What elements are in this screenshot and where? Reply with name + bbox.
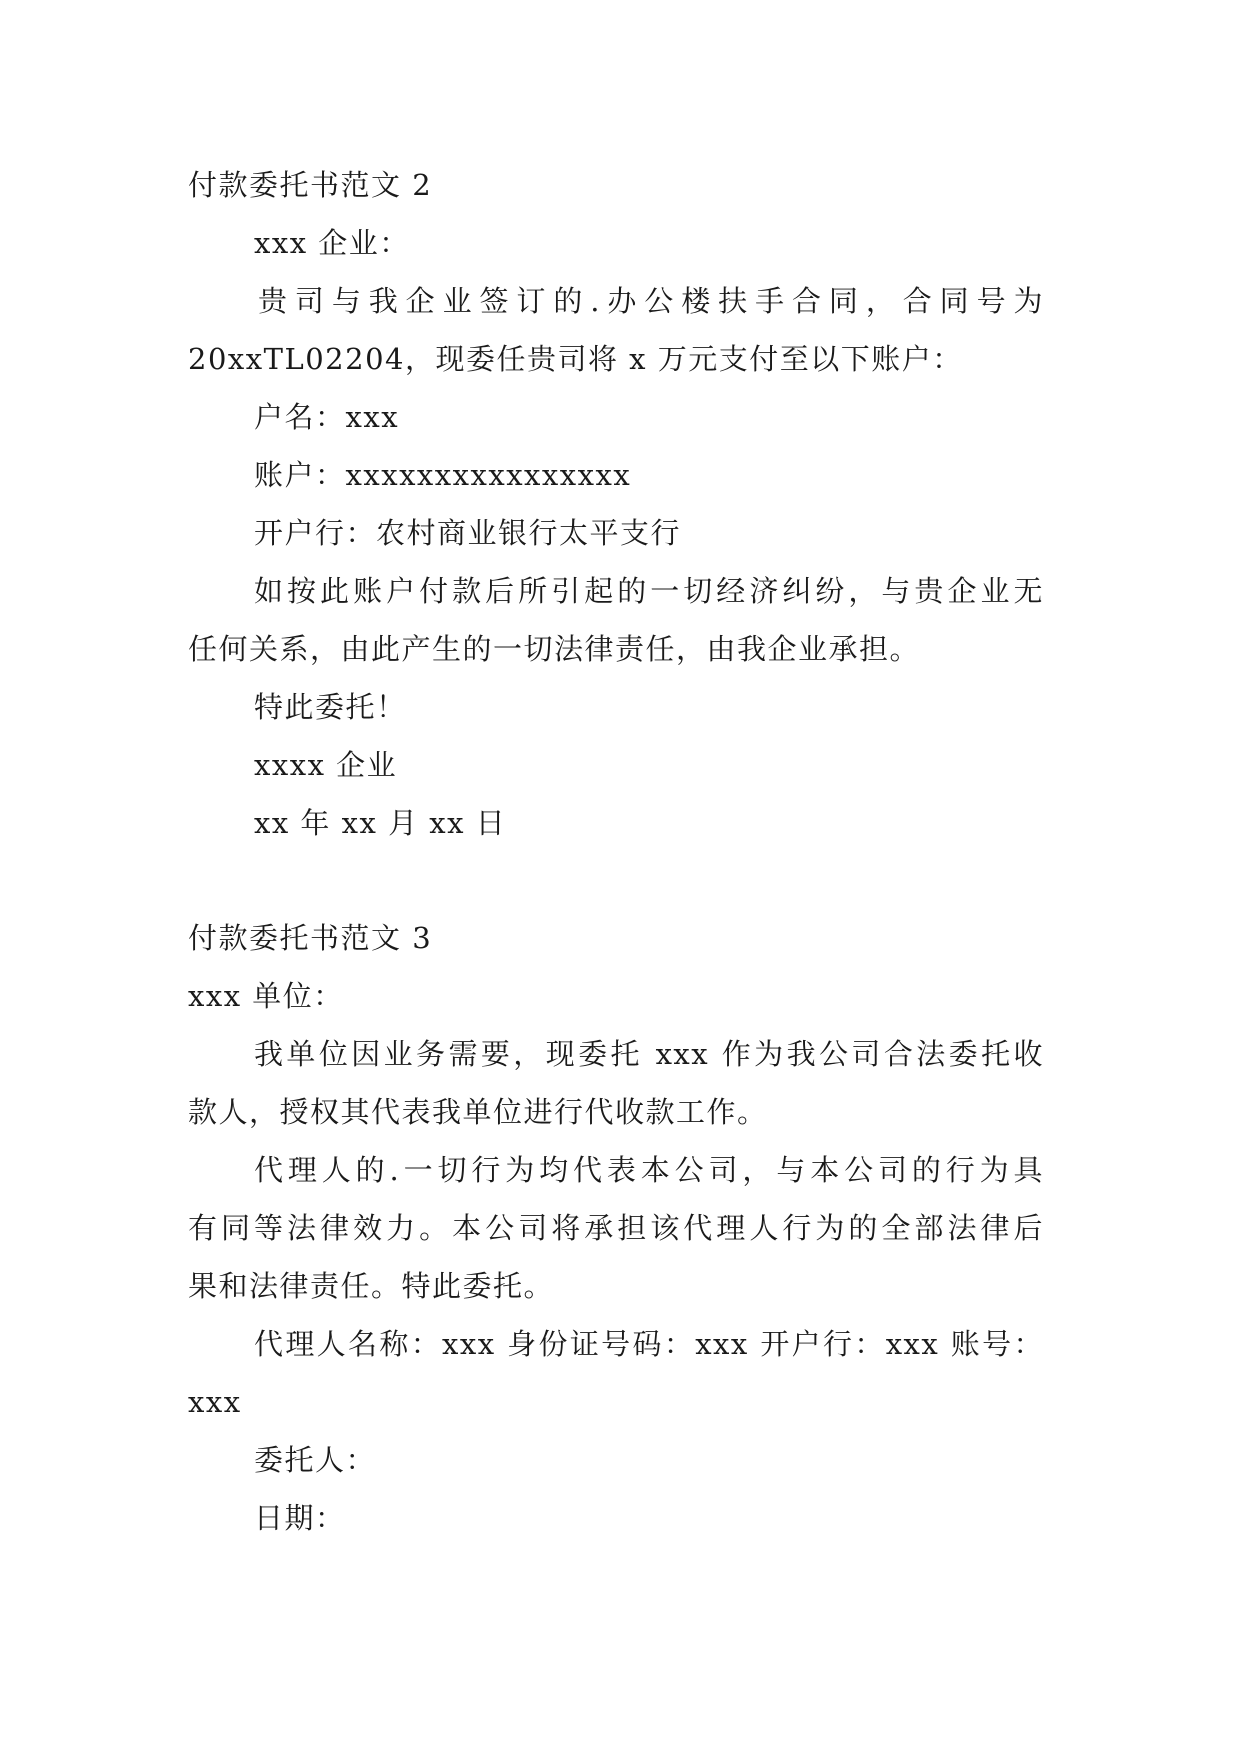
paragraph-line: 有同等法律效力。本公司将承担该代理人行为的全部法律后 bbox=[188, 1211, 1044, 1245]
paragraph-line: 20xxTL02204，现委任贵司将 x 万元支付至以下账户： bbox=[188, 342, 963, 376]
paragraph-line: 我单位因业务需要，现委托 xxx 作为我公司合法委托收 bbox=[254, 1037, 1044, 1071]
paragraph-line: 任何关系，由此产生的一切法律责任，由我企业承担。 bbox=[188, 632, 921, 666]
paragraph-line: 果和法律责任。特此委托。 bbox=[188, 1269, 555, 1303]
account-name-line: 户名：xxx bbox=[254, 400, 400, 434]
paragraph-line: 代理人的.一切行为均代表本公司，与本公司的行为具 bbox=[254, 1153, 1044, 1187]
bank-line: 开户行：农村商业银行太平支行 bbox=[254, 516, 682, 550]
salutation: xxx 单位： bbox=[188, 979, 344, 1013]
paragraph-line: 款人，授权其代表我单位进行代收款工作。 bbox=[188, 1095, 768, 1129]
closing-line: 特此委托！ bbox=[254, 690, 407, 724]
salutation: xxx 企业： bbox=[254, 226, 410, 260]
agent-info-line: 代理人名称：xxx 身份证号码：xxx 开户行：xxx 账号： bbox=[254, 1327, 1044, 1361]
signer-line: xxxx 企业 bbox=[254, 748, 398, 782]
section-title: 付款委托书范文 3 bbox=[188, 921, 433, 955]
account-number-line: 账户：xxxxxxxxxxxxxxxx bbox=[254, 458, 632, 492]
paragraph-line: 如按此账户付款后所引起的一切经济纠纷，与贵企业无 bbox=[254, 574, 1044, 608]
section-title: 付款委托书范文 2 bbox=[188, 168, 433, 202]
agent-info-line: xxx bbox=[188, 1385, 242, 1419]
principal-line: 委托人： bbox=[254, 1443, 377, 1477]
date-line: 日期： bbox=[254, 1501, 346, 1535]
date-line: xx 年 xx 月 xx 日 bbox=[254, 806, 507, 840]
paragraph-line: 贵司与我企业签订的.办公楼扶手合同，合同号为 bbox=[258, 284, 1044, 318]
